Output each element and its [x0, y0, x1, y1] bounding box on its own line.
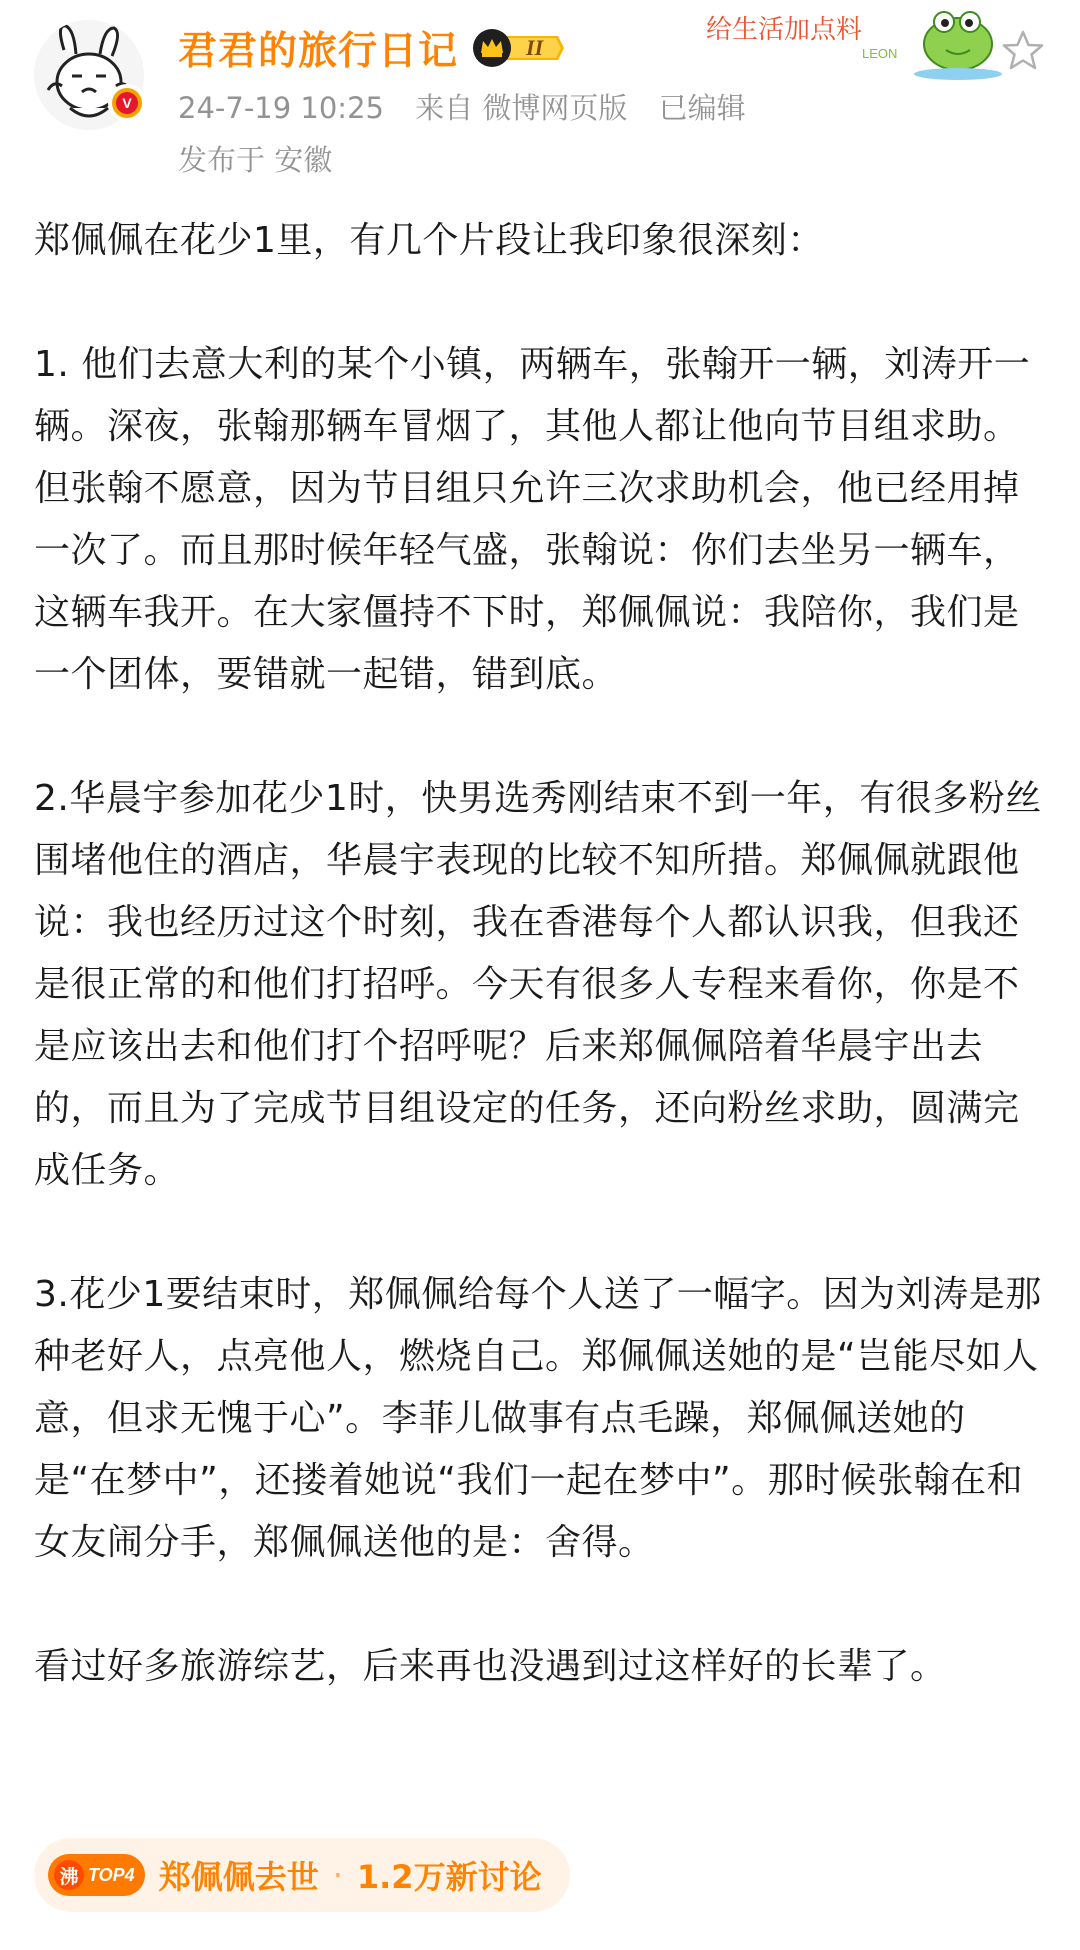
- post-header: [0, 0, 1080, 185]
- star-outline-icon[interactable]: [1000, 28, 1046, 74]
- post-content: [34, 210, 1046, 1698]
- topic-separator: ·: [332, 1856, 343, 1894]
- crown-member-icon[interactable]: [472, 28, 581, 68]
- post-paragraph: 看过好多旅游综艺，后来再也没遇到过这样好的长辈了。: [34, 1646, 947, 1687]
- sticker-text: 给生活加点料: [706, 15, 863, 45]
- member-level: II: [526, 35, 544, 60]
- post-timestamp: 24-7-19 10:25: [178, 91, 384, 125]
- hot-fire-glyph: 沸: [54, 1860, 84, 1890]
- post-meta: [178, 86, 768, 127]
- username-row: [178, 20, 581, 76]
- username[interactable]: 君君的旅行日记: [178, 29, 459, 74]
- topic-discussion-count: 1.2万新讨论: [356, 1858, 542, 1896]
- post-location: 发布于 安徽: [178, 143, 333, 177]
- post-paragraph: 1. 他们去意大利的某个小镇，两辆车，张翰开一辆，刘涛开一辆。深夜，张翰那辆车冒烟了，其他人都让他向节目组求助。但张翰不愿意，因为节目组只允许三次求助机会，他已经用掉一次了。而且那时候年轻气盛，张翰说：你们去坐另一辆车，这辆车我开。在大家僵持不下时，郑佩佩说：我陪你，我们是一个团体，要错就一起错，错到底。: [34, 344, 1031, 695]
- post-paragraph: 郑佩佩在花少1里，有几个片段让我印象很深刻：: [34, 220, 824, 261]
- post-paragraph: 2.华晨宇参加花少1时，快男选秀刚结束不到一年，有很多粉丝围堵他住的酒店，华晨宇表现的比较不知所措。郑佩佩就跟他说：我也经历过这个时刻，我在香港每个人都认识我，但我还是很正常的和他们打招呼。今天有很多人专程来看你，你是不是应该出去和他们打个招呼呢？后来郑佩佩陪着华晨宇出去的，而且为了完成节目组设定的任务，还向粉丝求助，圆满完成任务。: [34, 778, 1042, 1191]
- hot-rank-label: TOP4: [88, 1864, 135, 1885]
- sticker-sub: LEON: [862, 46, 898, 61]
- post-paragraph: 3.花少1要结束时，郑佩佩给每个人送了一幅字。因为刘涛是那种老好人，点亮他人，燃烧自己。郑佩佩送她的是“岂能尽如人意，但求无愧于心”。李菲儿做事有点毛躁，郑佩佩送她的是“在梦中”，还搂着她说“我们一起在梦中”。那时候张翰在和女友闹分手，郑佩佩送他的是：舍得。: [34, 1274, 1042, 1563]
- post-source: 来自 微博网页版: [415, 91, 628, 125]
- decorative-sticker: [700, 0, 1030, 80]
- verified-v-icon: V: [108, 84, 146, 122]
- avatar[interactable]: [34, 20, 144, 130]
- topic-name: 郑佩佩去世: [158, 1858, 319, 1896]
- edited-label[interactable]: 已编辑: [658, 91, 746, 125]
- hot-topic-tag[interactable]: [34, 1838, 570, 1912]
- fire-hot-icon: [48, 1854, 145, 1896]
